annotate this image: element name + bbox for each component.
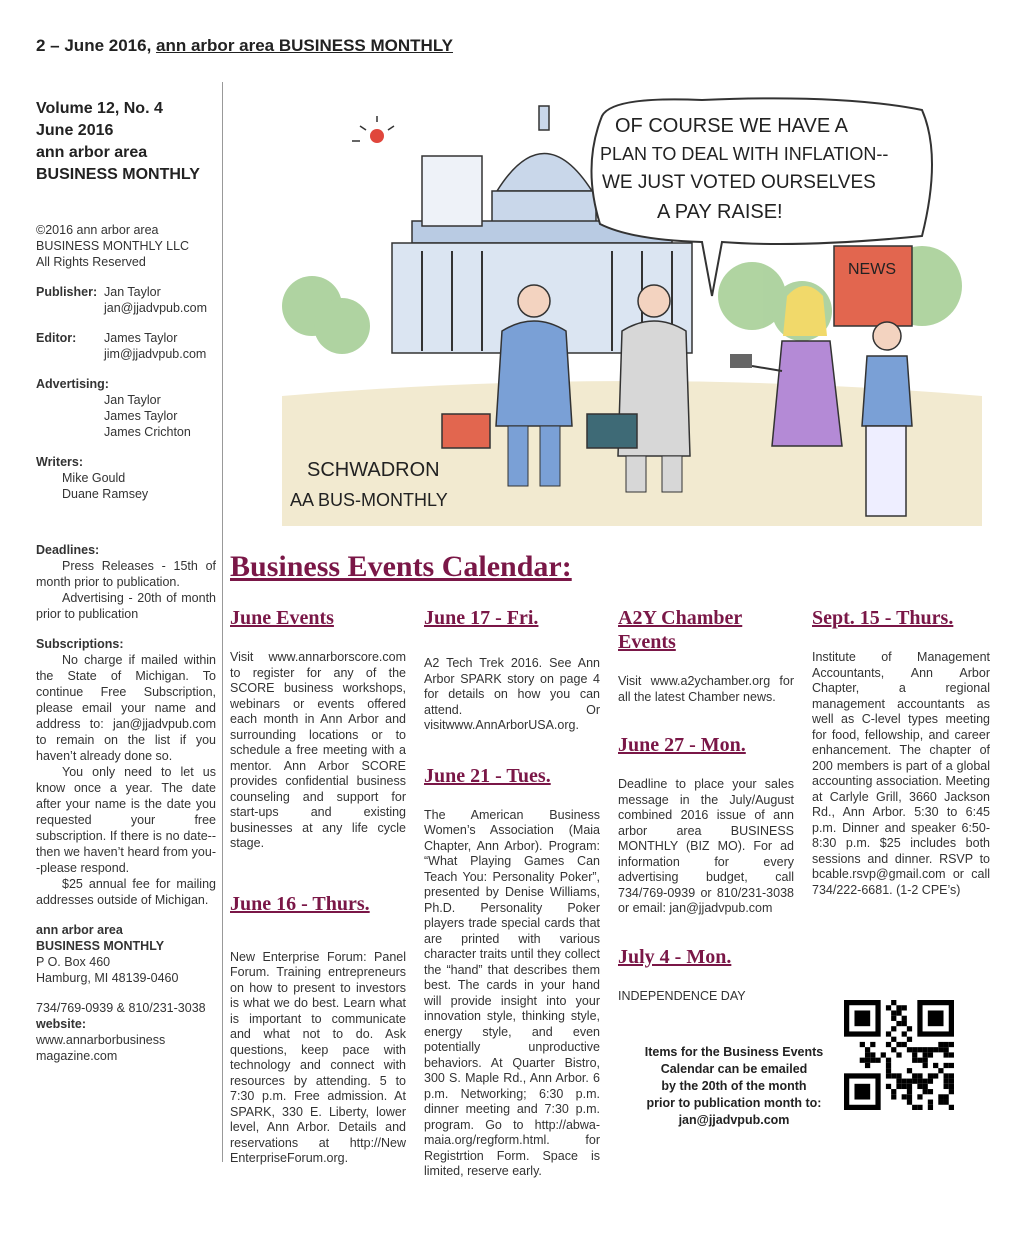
event-heading: A2Y Chamber Events [618,607,743,653]
side-building [422,156,482,226]
event-text: Visit www.a2ychamber.org for all the latest Chamber news. [618,674,794,704]
writers-label: Writers: [36,455,84,469]
calendar-column-4 [812,606,990,926]
masthead-volume: Volume 12, No. 4 [36,100,163,117]
qr-code-icon[interactable] [844,1000,954,1110]
subscriptions-para: You only need to let us know once a year. The date after your name is the date you requested your free subscription. If there is no date--then we haven’t heard from you--please respond. [36,765,216,875]
event-heading: June 21 - Tues. [424,764,551,787]
event-text: New Enterprise Forum: Panel Forum. Training entrepreneurs on how to present to investors is what we do best. Learn what is important to communicate and what not to do. Ask questions, keep pace with technology and connect with resources by attending. 5 to 7:30 p.m. Free admission. At SPARK, 330 E. Liberty, lower level, Ann Arbor. Details and reservations at http://New EnterpriseForum.org. [230,949,406,1165]
note-line: prior to publication month to: [646,1096,822,1110]
calendar-column-1 [230,606,406,1195]
copyright-line: All Rights Reserved [36,255,146,269]
note-line: Calendar can be emailed [660,1062,808,1076]
advertising-name: James Crichton [104,425,191,439]
subscriptions-para: $25 annual fee for mailing addresses outside of Michigan. [36,877,216,907]
event-text: INDEPENDENCE DAY [618,988,746,1003]
copyright [36,222,216,270]
event-heading: June 16 - Thurs. [230,892,370,915]
phones: 734/769-0939 & 810/231-3038 [36,1001,206,1015]
publisher-block [36,284,216,316]
advertising-name: James Taylor [104,409,178,423]
event-text: A2 Tech Trek 2016. See Ann Arbor SPARK story on page 4 for details on how you can attend. Or visitwww.AnnArborUSA.org. [424,656,600,732]
masthead-date: June 2016 [36,122,114,139]
editorial-cartoon [282,96,982,526]
event-text: Institute of Management Accountants, Ann Arbor Chapter, a regional management accountants as well as C-level types meeting for food, fellowship, and career enhancement. The chapter of 200 members is part of a global accounting association. Meeting at Carlyle Grill, 3660 Jackson Rd., Ann Arbor. 5:30 to 6:45 p.m. Dinner and speaker 6:50-8:30 p.m. $25 includes both sessions and dinner. RSVP to bcable.rsvp@gmail.com or call 734/222-6681. (1-2 CPE’s) [812,650,990,897]
event-text: Deadline to place your sales message in the July/August combined 2016 issue of ann arbor area BUSINESS MONTHLY (BIZ MO). For ad information for every advertising budget, call 734/769-0939 or 810/231-3038 or email: jan@jjadvpub.com [618,777,794,915]
masthead-name-2: BUSINESS MONTHLY [36,166,200,183]
speech-line: PLAN TO DEAL WITH INFLATION-- [600,144,889,164]
sidebar [36,98,216,1064]
signature-line: AA BUS-MONTHLY [290,490,448,510]
news-sign: NEWS [848,261,896,278]
publisher-email: jan@jjadvpub.com [104,301,208,315]
submission-note [634,1044,834,1129]
editor-email: jim@jjadvpub.com [104,347,207,361]
running-head-prefix: 2 – June 2016, [36,36,157,55]
briefcase-icon [442,414,490,448]
website-link[interactable]: www.annarborbusiness magazine.com [36,1033,166,1063]
advertising-name: Jan Taylor [104,393,161,407]
event-heading: June Events [230,607,334,629]
address-line: BUSINESS MONTHLY [36,939,165,953]
writers-block [36,454,216,502]
address-line: P O. Box 460 [36,955,111,969]
event-heading: June 27 - Mon. [618,734,746,756]
copyright-line: BUSINESS MONTHLY LLC [36,239,190,253]
event-text: The American Business Women’s Association (Maia Chapter, Ann Arbor). Program: “What Playing Games Can Teach You: Personality Poker”, presented by Denise Williams, Ph.D. Personality Poker players trade special cards that are printed with various character traits until they collect the “hand” that describes them best. The cards in your hand will provide insight into your innovation style, thinking style, energy style, and even potentially unproductive behaviors. At Quarter Bistro, 300 S. Maple Rd., Ann Arbor. 6 p.m. Networking; 6:30 p.m. dinner meeting and 7:30 p.m. program. Go to http://abwa-maia.org/regform.html. for Registrtion Form. Space is limited, reserve early. [424,807,600,1178]
editor-label: Editor: [36,331,77,345]
writer-name: Duane Ramsey [62,487,149,501]
address-block [36,922,216,986]
calendar-title: Business Events Calendar: [230,550,572,583]
deadlines-label: Deadlines: [36,543,100,557]
subscriptions-para: No charge if mailed within the State of Michigan. To continue Free Subscription, please email your name and address to: jan@jjadvpub.com to remain on the list if you haven’t already done so. [36,653,216,763]
advertising-block [36,376,216,440]
masthead [36,98,216,186]
event-heading: June 17 - Fri. [424,607,539,629]
subscriptions-block [36,636,216,908]
calendar-column-2 [424,606,600,1208]
address-line: ann arbor area [36,923,123,937]
speech-line: OF COURSE WE HAVE A [615,115,848,137]
masthead-name-1: ann arbor area [36,144,148,161]
advertising-label: Advertising: [36,377,109,391]
publisher-name: Jan Taylor [104,285,161,299]
website-label: website: [36,1017,87,1031]
note-line: by the 20th of the month [661,1079,807,1093]
calendar-column-3 [618,606,794,1032]
address-line: Hamburg, MI 48139-0460 [36,971,179,985]
deadline-item: Advertising - 20th of month prior to publication [36,591,216,621]
editor-block [36,330,216,362]
running-head-publication: ann arbor area BUSINESS MONTHLY [156,36,453,55]
briefcase-icon [587,414,637,448]
speech-line: WE JUST VOTED OURSELVES [602,172,876,193]
event-heading: Sept. 15 - Thurs. [812,607,954,629]
running-head [36,36,453,56]
note-line: Items for the Business Events [644,1045,824,1059]
column-divider [222,82,223,1162]
note-email[interactable]: jan@jjadvpub.com [678,1113,790,1127]
speech-line: A PAY RAISE! [657,201,783,223]
publisher-label: Publisher: [36,285,98,299]
editor-name: James Taylor [104,331,178,345]
signature-line: SCHWADRON [307,459,440,481]
deadlines-block [36,542,216,622]
sun-icon [370,129,384,143]
event-heading: July 4 - Mon. [618,945,732,968]
subscriptions-label: Subscriptions: [36,637,124,651]
deadline-item: Press Releases - 15th of month prior to publication. [36,559,216,589]
writer-name: Mike Gould [62,471,126,485]
copyright-line: ©2016 ann arbor area [36,223,159,237]
microphone-icon [730,354,752,368]
event-text: Visit www.annarborscore.com to register for any of the SCORE business workshops, webinars or events offered each month in Ann Arbor and surrounding locations or to schedule a free meeting with a mentor. Ann Arbor SCORE provides confidential business counseling and support for start-ups and existing businesses at any life cycle stage. [230,650,406,850]
